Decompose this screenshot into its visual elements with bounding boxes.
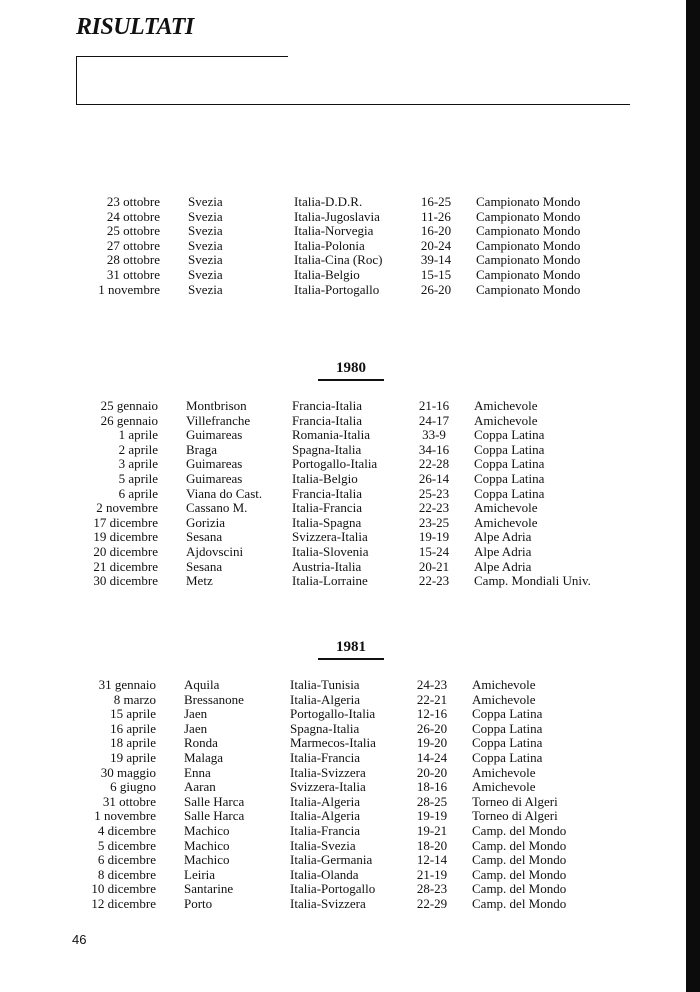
- match-competition: Amichevole: [472, 677, 536, 692]
- result-row: [76, 824, 700, 839]
- result-row: [76, 736, 700, 751]
- match-competition: Coppa Latina: [474, 456, 545, 472]
- result-row: [76, 780, 700, 795]
- match-venue: Sesana: [186, 558, 223, 574]
- match-score: 19-20: [416, 735, 448, 751]
- match-teams: Italia-Francia: [292, 500, 363, 516]
- result-row: [78, 399, 700, 414]
- match-venue: Malaga: [184, 749, 223, 765]
- match-venue: Salle Harca: [184, 793, 245, 809]
- match-score: 28-23: [416, 881, 448, 897]
- match-date: 16 aprile: [110, 720, 156, 736]
- match-venue: Guimareas: [186, 427, 243, 443]
- result-row: [78, 414, 700, 429]
- match-score: 15-24: [418, 543, 450, 559]
- match-competition: Camp. del Mondo: [472, 837, 567, 853]
- match-competition: Coppa Latina: [474, 441, 545, 457]
- match-score: 21-19: [416, 866, 448, 882]
- match-venue: Montbrison: [186, 398, 247, 413]
- match-date: 2 novembre: [96, 500, 158, 516]
- match-venue: Aquila: [184, 677, 220, 692]
- match-date: 10 dicembre: [91, 881, 156, 897]
- match-teams: Romania-Italia: [292, 427, 370, 443]
- match-competition: Amichevole: [474, 514, 538, 530]
- match-score: 20-24: [420, 237, 452, 253]
- page-title: RISULTATI: [76, 14, 194, 40]
- match-competition: Torneo di Algeri: [472, 808, 558, 824]
- match-venue: Salle Harca: [184, 808, 245, 824]
- match-date: 31 ottobre: [106, 266, 160, 282]
- match-competition: Amichevole: [472, 779, 536, 795]
- match-venue: Jaen: [184, 720, 208, 736]
- match-score: 23-25: [418, 514, 450, 530]
- match-score: 22-21: [416, 691, 448, 707]
- match-score: 33-9: [422, 427, 446, 443]
- result-row: [76, 707, 700, 722]
- match-teams: Italia-Algeria: [290, 808, 361, 824]
- result-row: [76, 795, 700, 810]
- match-competition: Campionato Mondo: [476, 252, 581, 268]
- result-row: [76, 882, 700, 897]
- match-teams: Italia-Svizzera: [290, 764, 366, 780]
- match-competition: Camp. Mondiali Univ.: [474, 573, 591, 589]
- result-row: [78, 560, 700, 575]
- match-teams: Portogallo-Italia: [290, 706, 376, 722]
- match-competition: Camp. del Mondo: [472, 895, 567, 911]
- match-teams: Portogallo-Italia: [292, 456, 378, 472]
- match-score: 22-23: [418, 573, 450, 589]
- result-row: [76, 897, 700, 912]
- result-row: [78, 472, 700, 487]
- result-row: [80, 253, 700, 268]
- match-competition: Camp. del Mondo: [472, 822, 567, 838]
- match-score: 28-25: [416, 793, 448, 809]
- match-competition: Amichevole: [474, 412, 538, 428]
- match-venue: Ajdovscini: [186, 543, 244, 559]
- match-venue: Machico: [184, 822, 230, 838]
- match-score: 24-23: [416, 677, 448, 692]
- match-competition: Campionato Mondo: [476, 223, 581, 239]
- result-row: [76, 839, 700, 854]
- result-row: [78, 428, 700, 443]
- match-score: 20-20: [416, 764, 448, 780]
- match-competition: Camp. del Mondo: [472, 866, 567, 882]
- match-teams: Italia-Cina (Roc): [294, 252, 383, 268]
- match-venue: Cassano M.: [186, 500, 248, 516]
- result-row: [80, 283, 700, 298]
- match-competition: Alpe Adria: [474, 558, 532, 574]
- page-number: 46: [72, 932, 87, 947]
- match-date: 2 aprile: [118, 441, 158, 457]
- match-score: 18-16: [416, 779, 448, 795]
- match-competition: Coppa Latina: [474, 427, 545, 443]
- match-date: 25 ottobre: [106, 223, 160, 239]
- match-teams: Italia-Svizzera: [290, 895, 366, 911]
- result-row: [80, 224, 700, 239]
- match-venue: Svezia: [188, 208, 223, 224]
- match-competition: Camp. del Mondo: [472, 881, 567, 897]
- match-venue: Enna: [184, 764, 211, 780]
- match-venue: Guimareas: [186, 470, 243, 486]
- match-teams: Italia-Belgio: [294, 266, 360, 282]
- match-teams: Italia-Jugoslavia: [294, 208, 380, 224]
- header-rule-bottom: [76, 104, 630, 105]
- match-date: 30 dicembre: [93, 573, 158, 589]
- match-venue: Svezia: [188, 252, 223, 268]
- match-score: 24-17: [418, 412, 450, 428]
- match-teams: Italia-Olanda: [290, 866, 359, 882]
- match-date: 24 ottobre: [106, 208, 160, 224]
- result-row: [76, 809, 700, 824]
- match-date: 5 dicembre: [97, 837, 156, 853]
- result-row: [78, 501, 700, 516]
- result-row: [80, 268, 700, 283]
- match-venue: Viana do Cast.: [186, 485, 263, 501]
- match-teams: Svizzera-Italia: [292, 529, 368, 545]
- match-date: 28 ottobre: [106, 252, 160, 268]
- match-teams: Italia-Portogallo: [290, 881, 376, 897]
- match-date: 26 gennaio: [100, 412, 158, 428]
- match-venue: Machico: [184, 837, 230, 853]
- match-score: 11-26: [421, 208, 451, 224]
- match-teams: Italia-Spagna: [292, 514, 362, 530]
- match-competition: Campionato Mondo: [476, 237, 581, 253]
- match-score: 15-15: [420, 266, 452, 282]
- match-teams: Francia-Italia: [292, 398, 363, 413]
- result-row: [78, 487, 700, 502]
- match-score: 12-14: [416, 852, 448, 868]
- match-score: 26-20: [420, 281, 452, 297]
- match-score: 26-20: [416, 720, 448, 736]
- match-competition: Coppa Latina: [474, 485, 545, 501]
- match-venue: Aaran: [184, 779, 216, 795]
- match-date: 8 marzo: [113, 691, 156, 707]
- result-row: [76, 853, 700, 868]
- match-competition: Amichevole: [474, 398, 538, 413]
- match-score: 19-19: [416, 808, 448, 824]
- match-teams: Italia-Algeria: [290, 793, 361, 809]
- result-row: [76, 678, 700, 693]
- match-score: 14-24: [416, 749, 448, 765]
- match-competition: Coppa Latina: [472, 749, 543, 765]
- match-date: 21 dicembre: [93, 558, 158, 574]
- match-venue: Villefranche: [186, 412, 251, 428]
- match-score: 16-20: [420, 223, 452, 239]
- match-date: 8 dicembre: [97, 866, 156, 882]
- match-date: 3 aprile: [118, 456, 158, 472]
- result-row: [80, 210, 700, 225]
- match-teams: Spagna-Italia: [292, 441, 362, 457]
- match-date: 6 dicembre: [97, 852, 156, 868]
- match-date: 6 aprile: [118, 485, 158, 501]
- match-venue: Guimareas: [186, 456, 243, 472]
- match-score: 22-23: [418, 500, 450, 516]
- match-teams: Italia-Algeria: [290, 691, 361, 707]
- match-date: 31 ottobre: [102, 793, 156, 809]
- match-venue: Bressanone: [184, 691, 244, 707]
- match-venue: Jaen: [184, 706, 208, 722]
- match-teams: Italia-Norvegia: [294, 223, 374, 239]
- match-teams: Italia-Francia: [290, 822, 361, 838]
- match-date: 15 aprile: [110, 706, 156, 722]
- match-date: 31 gennaio: [98, 677, 156, 692]
- match-date: 23 ottobre: [106, 194, 160, 209]
- match-score: 18-20: [416, 837, 448, 853]
- match-teams: Francia-Italia: [292, 485, 363, 501]
- match-venue: Braga: [186, 441, 218, 457]
- match-venue: Svezia: [188, 237, 223, 253]
- match-date: 5 aprile: [118, 470, 158, 486]
- match-competition: Amichevole: [472, 764, 536, 780]
- match-teams: Italia-Polonia: [294, 237, 365, 253]
- result-row: [78, 457, 700, 472]
- match-score: 34-16: [418, 441, 450, 457]
- match-score: 20-21: [418, 558, 450, 574]
- match-score: 12-16: [416, 706, 448, 722]
- match-date: 30 maggio: [100, 764, 156, 780]
- match-teams: Svizzera-Italia: [290, 779, 366, 795]
- header-rule-left: [76, 56, 77, 104]
- match-date: 1 novembre: [94, 808, 156, 824]
- match-teams: Austria-Italia: [292, 558, 362, 574]
- result-row: [76, 722, 700, 737]
- result-row: [78, 443, 700, 458]
- year-heading-1981: 1981: [318, 639, 384, 660]
- match-date: 12 dicembre: [91, 895, 156, 911]
- match-date: 20 dicembre: [93, 543, 158, 559]
- results-section-previous: [80, 195, 700, 297]
- match-score: 26-14: [418, 470, 450, 486]
- result-row: [80, 195, 700, 210]
- result-row: [76, 751, 700, 766]
- year-heading-1980: 1980: [318, 360, 384, 381]
- result-row: [78, 574, 700, 589]
- match-venue: Svezia: [188, 281, 223, 297]
- match-teams: Italia-Lorraine: [292, 573, 368, 589]
- match-date: 19 dicembre: [93, 529, 158, 545]
- match-competition: Campionato Mondo: [476, 281, 581, 297]
- match-score: 39-14: [420, 252, 452, 268]
- match-score: 25-23: [418, 485, 450, 501]
- results-section-1981: [76, 678, 700, 912]
- match-teams: Italia-Tunisia: [290, 677, 360, 692]
- match-venue: Svezia: [188, 266, 223, 282]
- match-venue: Porto: [184, 895, 213, 911]
- match-competition: Campionato Mondo: [476, 208, 581, 224]
- match-competition: Campionato Mondo: [476, 194, 581, 209]
- match-competition: Coppa Latina: [472, 706, 543, 722]
- match-venue: Leiria: [184, 866, 216, 882]
- match-teams: Spagna-Italia: [290, 720, 360, 736]
- header-rule-top: [76, 56, 288, 57]
- match-competition: Camp. del Mondo: [472, 852, 567, 868]
- match-teams: Italia-Germania: [290, 852, 373, 868]
- match-venue: Sesana: [186, 529, 223, 545]
- results-section-1980: [78, 399, 700, 589]
- match-competition: Coppa Latina: [472, 735, 543, 751]
- match-score: 22-28: [418, 456, 450, 472]
- match-venue: Ronda: [184, 735, 218, 751]
- result-row: [76, 868, 700, 883]
- match-teams: Francia-Italia: [292, 412, 363, 428]
- match-competition: Coppa Latina: [474, 470, 545, 486]
- match-teams: Italia-Svezia: [290, 837, 356, 853]
- match-date: 4 dicembre: [97, 822, 156, 838]
- match-venue: Santarine: [184, 881, 234, 897]
- result-row: [76, 693, 700, 708]
- match-score: 19-21: [416, 822, 448, 838]
- match-competition: Alpe Adria: [474, 529, 532, 545]
- match-competition: Amichevole: [472, 691, 536, 707]
- match-venue: Svezia: [188, 223, 223, 239]
- result-row: [78, 530, 700, 545]
- result-row: [78, 545, 700, 560]
- match-teams: Italia-Francia: [290, 749, 361, 765]
- match-teams: Italia-Slovenia: [292, 543, 369, 559]
- match-date: 1 novembre: [98, 281, 160, 297]
- match-teams: Italia-Belgio: [292, 470, 358, 486]
- match-date: 6 giugno: [110, 779, 156, 795]
- match-venue: Svezia: [188, 194, 223, 209]
- match-competition: Alpe Adria: [474, 543, 532, 559]
- match-date: 27 ottobre: [106, 237, 160, 253]
- result-row: [76, 766, 700, 781]
- match-date: 19 aprile: [110, 749, 156, 765]
- match-score: 21-16: [418, 398, 450, 413]
- match-teams: Italia-D.D.R.: [294, 194, 363, 209]
- match-date: 18 aprile: [110, 735, 156, 751]
- match-venue: Metz: [186, 573, 213, 589]
- match-teams: Italia-Portogallo: [294, 281, 380, 297]
- match-score: 16-25: [420, 194, 452, 209]
- match-venue: Machico: [184, 852, 230, 868]
- match-date: 17 dicembre: [93, 514, 158, 530]
- match-score: 19-19: [418, 529, 450, 545]
- match-venue: Gorizia: [186, 514, 225, 530]
- match-teams: Marmecos-Italia: [290, 735, 376, 751]
- match-date: 25 gennaio: [100, 398, 158, 413]
- match-competition: Amichevole: [474, 500, 538, 516]
- result-row: [78, 516, 700, 531]
- result-row: [80, 239, 700, 254]
- match-competition: Coppa Latina: [472, 720, 543, 736]
- match-score: 22-29: [416, 895, 448, 911]
- match-date: 1 aprile: [118, 427, 158, 443]
- match-competition: Torneo di Algeri: [472, 793, 558, 809]
- match-competition: Campionato Mondo: [476, 266, 581, 282]
